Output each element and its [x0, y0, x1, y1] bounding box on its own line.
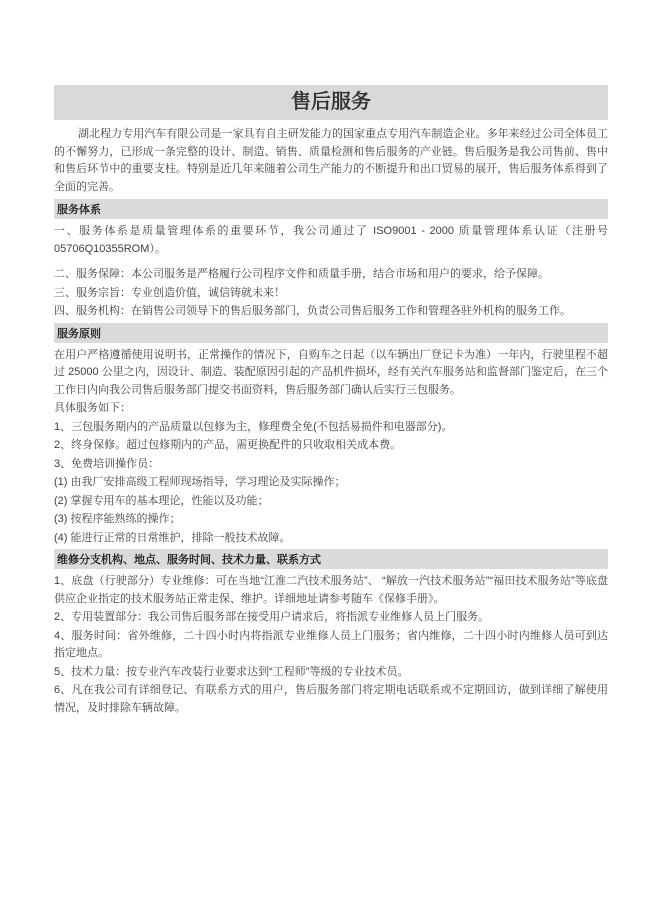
- paragraph: 6、凡在我公司有详细登记、有联系方式的用户，售后服务部门将定期电话联系或不定期回访，做到详细了解使用情况，及时排除车辆故障。: [54, 684, 608, 714]
- paragraph: 在用户严格遵循使用说明书，正常操作的情况下，自购车之日起（以车辆出厂登记卡为准）一年内，行驶里程不超过 25000 公里之内，因设计、制造、装配原因引起的产品机件损坏，经有关汽车服务站和监督部门鉴定后，在三个工作日内向我公司售后服务部门提交书面资料，售后服务部门确认后实行三包服务。: [54, 348, 608, 396]
- paragraph: 四、服务机构：在销售公司领导下的售后服务部门，负责公司售后服务工作和管理各驻外机构的服务工作。: [54, 305, 571, 317]
- section-header: 服务体系: [54, 199, 608, 219]
- paragraph: 1、底盘（行驶部分）专业维修：可在当地“江淮二汽技术服务站”、 “解放一汽技术服务站”“福田技术服务站”等底盘供应企业指定的技术服务站正常走保、维护。详细地址请参考随车《保修手册》。: [54, 575, 608, 605]
- paragraph: 2、专用装置部分：我公司售后服务部在接受用户请求后，将指派专业维修人员上门服务。: [54, 611, 490, 623]
- paragraph: 三、服务宗旨：专业创造价值，诚信铸就未来！: [54, 286, 285, 299]
- paragraph: 3、免费培训操作员：: [54, 457, 160, 470]
- paragraph: 5、技术力量：按专业汽车改装行业要求达到“工程师”等级的专业技术员。: [54, 665, 409, 678]
- document-title-bar: [54, 85, 608, 120]
- sections-container: [54, 199, 608, 717]
- section-header: 维修分支机构、地点、服务时间、技术力量、联系方式: [54, 549, 608, 569]
- paragraph: (4) 能进行正常的日常维护，排除一般技术故障。: [54, 531, 291, 544]
- paragraph: (2) 掌握专用车的基本理论，性能以及功能；: [54, 494, 269, 507]
- paragraph: (1) 由我厂安排高级工程师现场指导，学习理论及实际操作；: [54, 476, 346, 488]
- paragraph: 一、服务体系是质量管理体系的重要环节，我公司通过了 ISO9001 - 2000 质量管理体系认证（注册号 05706Q10355ROM）。: [54, 225, 608, 255]
- intro-paragraph: 湖北程力专用汽车有限公司是一家具有自主研发能力的国家重点专用汽车制造企业。多年来经过公司全体员工的不懈努力，已形成一条完整的设计、制造、销售、质量检测和售后服务的产业链。售后服务是我公司售前、售中和售后环节中的重要支柱。特别是近几年来随着公司生产能力的不断提升和出口贸易的展开，售后服务体系得到了全面的完善。: [54, 128, 608, 193]
- page-title: 售后服务: [291, 91, 371, 113]
- paragraph: (3) 按程序能熟练的操作；: [54, 513, 181, 525]
- paragraph: 具体服务如下：: [54, 402, 131, 414]
- paragraph: 2、终身保修。超过包修期内的产品，需更换配件的只收取相关成本费。: [54, 439, 402, 451]
- paragraph: 4、服务时间：省外维修，二十四小时内将指派专业维修人员上门服务；省内维修，二十四小时内维修人员可到达指定地点。: [54, 629, 608, 659]
- paragraph: 1、三包服务期内的产品质量以包修为主，修理费全免(不包括易损件和电器部分)。: [54, 420, 453, 433]
- paragraph: 二、服务保障：本公司服务是严格履行公司程序文件和质量手册，结合市场和用户的要求，给予保障。: [54, 268, 549, 280]
- section-header: 服务原则: [54, 323, 608, 343]
